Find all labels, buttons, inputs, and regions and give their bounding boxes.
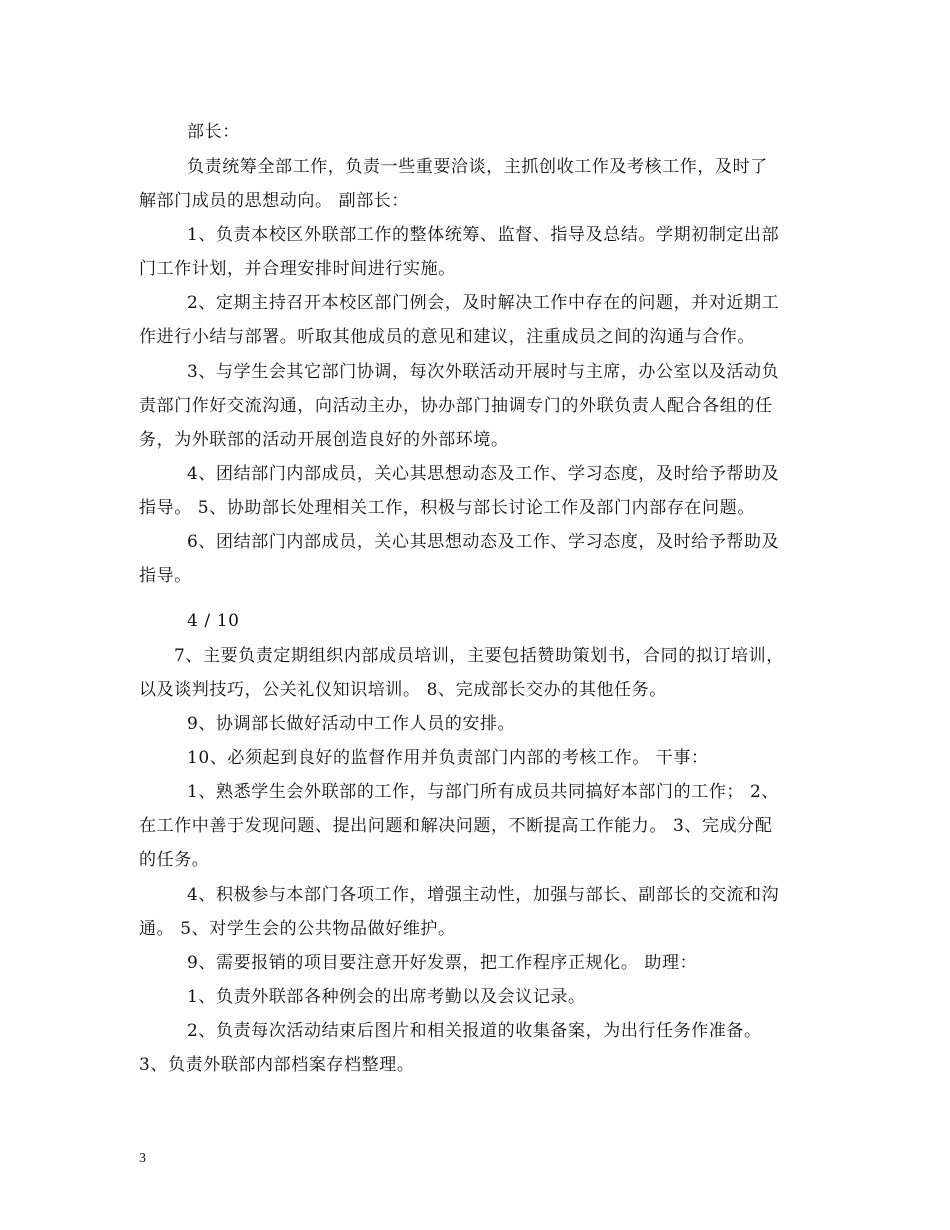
text-line: 9、需要报销的项目要注意开好发票，把工作程序正规化。 助理：: [187, 953, 698, 973]
text-line: 1、负责本校区外联部工作的整体统筹、监督、指导及总结。学期初制定出部: [187, 225, 780, 245]
text-line: 部长：: [187, 122, 240, 142]
text-line: 2、负责每次活动结束后图片和相关报道的收集备案，为出行任务作准备。: [187, 1021, 762, 1041]
text-line: 的任务。: [139, 850, 210, 870]
text-line: 2、定期主持召开本校区部门例会，及时解决工作中存在的问题，并对近期工: [187, 293, 780, 313]
text-line: 1、熟悉学生会外联部的工作，与部门所有成员共同搞好本部门的工作； 2、: [187, 782, 780, 802]
text-line: 9、协调部长做好活动中工作人员的安排。: [187, 714, 516, 734]
text-line: 指导。: [139, 566, 192, 586]
text-line: 负责统筹全部工作，负责一些重要洽谈，主抓创收工作及考核工作，及时了: [187, 157, 768, 177]
text-line: 4、团结部门内部成员，关心其思想动态及工作、学习态度，及时给予帮助及: [187, 464, 780, 484]
text-line: 作进行小结与部署。听取其他成员的意见和建议，注重成员之间的沟通与合作。: [139, 327, 755, 347]
text-line: 10、必须起到良好的监督作用并负责部门内部的考核工作。 干事：: [187, 748, 709, 768]
text-line: 门工作计划，并合理安排时间进行实施。: [139, 259, 456, 279]
text-line: 在工作中善于发现问题、提出问题和解决问题，不断提高工作能力。 3、完成分配: [139, 816, 773, 836]
text-line: 通。 5、对学生会的公共物品做好维护。: [139, 919, 456, 939]
text-line: 3、与学生会其它部门协调，每次外联活动开展时与主席，办公室以及活动负: [187, 362, 780, 382]
inline-page-marker: 4 / 10: [187, 611, 240, 631]
text-line: 6、团结部门内部成员，关心其思想动态及工作、学习态度，及时给予帮助及: [187, 532, 780, 552]
text-line: 解部门成员的思想动向。 副部长：: [139, 191, 410, 211]
text-line: 指导。 5、协助部长处理相关工作，积极与部长讨论工作及部门内部存在问题。: [139, 498, 755, 518]
page-number: 3: [139, 1151, 146, 1166]
text-line: 务，为外联部的活动开展创造良好的外部环境。: [139, 430, 509, 450]
text-line: 以及谈判技巧，公关礼仪知识培训。 8、完成部长交办的其他任务。: [139, 680, 667, 700]
text-line: 7、主要负责定期组织内部成员培训，主要包括赞助策划书，合同的拟订培训，: [174, 646, 784, 666]
text-line: 责部门作好交流沟通，向活动主办，协办部门抽调专门的外联负责人配合各组的任: [139, 396, 773, 416]
text-line: 4、积极参与本部门各项工作，增强主动性，加强与部长、副部长的交流和沟: [187, 885, 780, 905]
text-line: 1、负责外联部各种例会的出席考勤以及会议记录。: [187, 987, 586, 1007]
text-line: 3、负责外联部内部档案存档整理。: [139, 1055, 415, 1075]
